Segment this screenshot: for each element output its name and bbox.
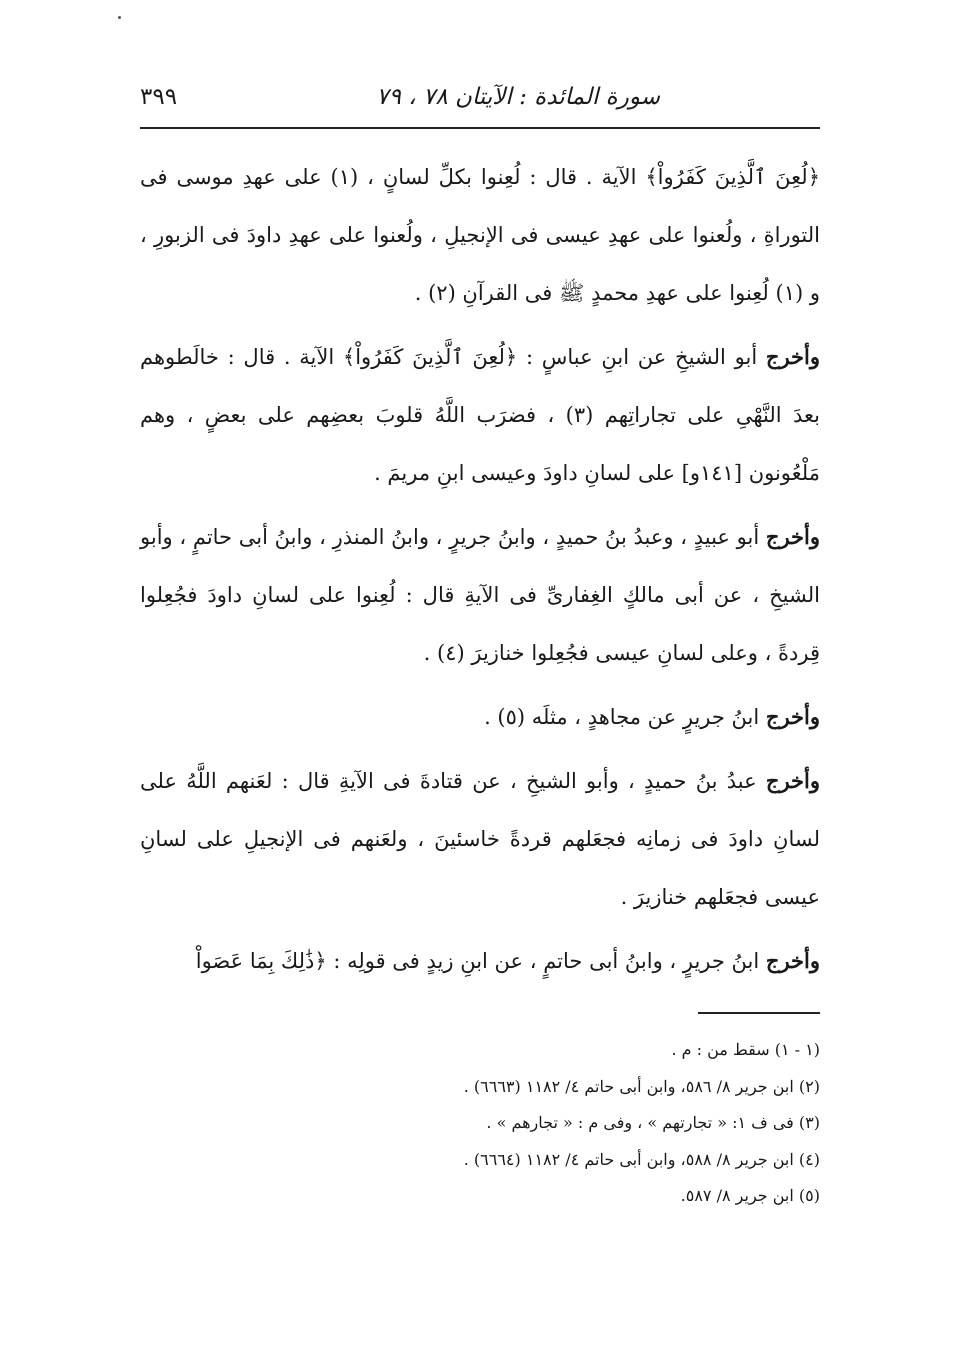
footnote: (٥) ابن جرير ٨/ ٥٨٧. <box>680 1186 820 1205</box>
running-header <box>140 82 820 122</box>
footnote: (٤) ابن جرير ٨/ ٥٨٨، وابن أبى حاتم ٤/ ١١٨٢ (٦٦٦٤) . <box>463 1149 820 1169</box>
paragraph-text: أبو الشيخِ عن ابنِ عباسٍ : ﴿لُعِنَ ٱلَّذِينَ كَفَرُواْ﴾ الآية . قال : خالَطوهم بعدَ النَّهْىِ على تجاراتِهم (٣) ، فضرَب اللَّهُ قلوبَ بعضِهم على بعضٍ ، وهم مَلْعُونون [١٤١و] على لسانِ داودَ وعيسى ابنِ مريمَ . <box>140 345 820 485</box>
scan-speck <box>118 16 121 19</box>
paragraph-lead: وأخرج <box>765 524 820 549</box>
paragraph-lead: وأخرج <box>765 344 820 369</box>
header-rule <box>140 127 820 129</box>
running-header-title: سورة المائدة : الآيتان ٧٨ ، ٧٩ <box>376 84 660 110</box>
footnote: (١ - ١) سقط من : م . <box>671 1040 820 1059</box>
footnote-separator <box>698 1012 820 1014</box>
footnote: (٣) فى ف ١: « تجارتهم » ، وفى م : « تجارهم » . <box>486 1113 820 1132</box>
paragraph-text: عبدُ بنُ حميدٍ ، وأبو الشيخِ ، عن قتادةَ فى الآيةِ قال : لعَنهم اللَّهُ على لسانِ داودَ فى زمانِه فجعَلهم قردةً خاسئينَ ، ولعَنهم فى الإنجيلِ على لسانِ عيسى فجعَلهم خنازيرَ . <box>140 769 820 909</box>
paragraph-lead: وأخرج <box>765 768 820 793</box>
paragraph-text: ﴿لُعِنَ ٱلَّذِينَ كَفَرُواْ﴾ الآية . قال : لُعِنوا بكلِّ لسانٍ ، (١) على عهدِ موسى فى التوراةِ ، ولُعنوا على عهدِ عيسى فى الإنجيلِ ، ولُعنوا على عهدِ داودَ فى الزبورِ ، و (١) لُعِنوا على عهدِ محمدٍ ﷺ فى القرآنِ (٢) . <box>140 165 820 305</box>
paragraph <box>140 752 820 926</box>
paragraph-text: أبو عبيدٍ ، وعبدُ بنُ حميدٍ ، وابنُ جريرٍ ، وابنُ المنذرِ ، وابنُ أبى حاتمٍ ، وأبو الشيخِ ، عن أبى مالكٍ الغِفارىِّ فى الآيةِ قال : لُعِنوا على لسانِ داودَ فجُعِلوا قِردةً ، وعلى لسانِ عيسى فجُعِلوا خنازيرَ (٤) . <box>140 525 820 665</box>
main-text <box>140 148 820 996</box>
paragraph-text: ابنُ جريرٍ ، وابنُ أبى حاتمٍ ، عن ابنِ زيدٍ فى قولِه : ﴿ذَٰلِكَ بِمَا عَصَواْ <box>195 949 766 973</box>
paragraph-text: ابنُ جريرٍ عن مجاهدٍ ، مثلَه (٥) . <box>484 705 766 729</box>
paragraph-lead: وأخرج <box>765 948 820 973</box>
paragraph <box>140 508 820 682</box>
footnotes <box>140 1032 820 1215</box>
page-number: ٣٩٩ <box>140 84 178 110</box>
paragraph-lead: وأخرج <box>765 704 820 729</box>
footnote: (٢) ابن جرير ٨/ ٥٨٦، وابن أبى حاتم ٤/ ١١٨٢ (٦٦٦٣) . <box>463 1076 820 1096</box>
paragraph <box>140 688 820 746</box>
paragraph <box>140 932 820 990</box>
paragraph <box>140 328 820 502</box>
paragraph <box>140 148 820 322</box>
